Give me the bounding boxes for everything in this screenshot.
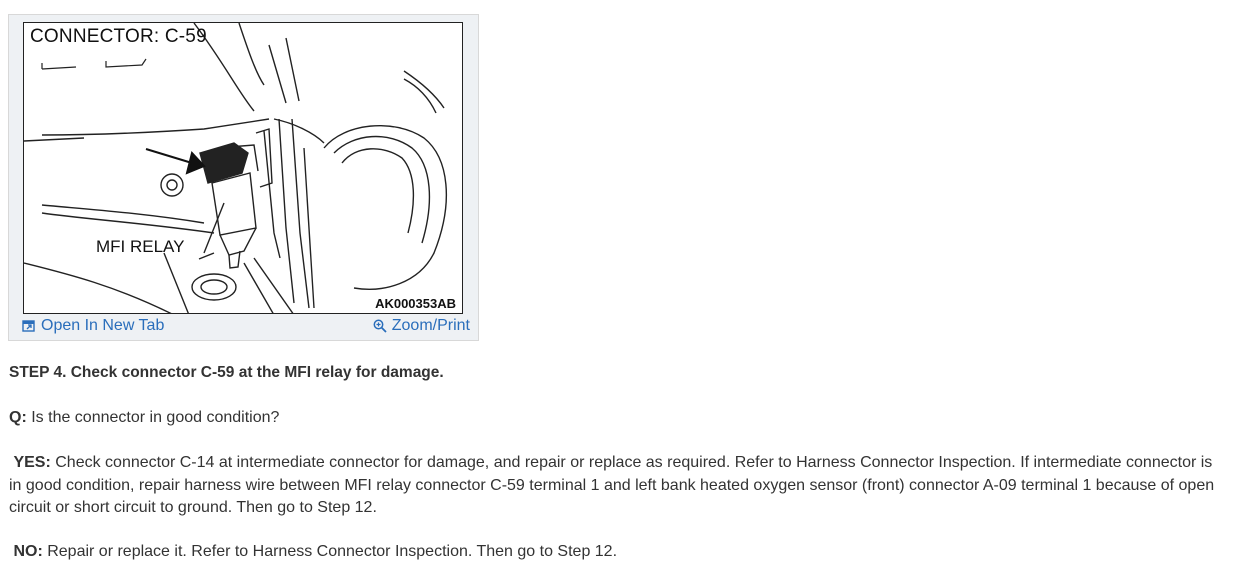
no-text: Repair or replace it. Refer to Harness Connector Inspection. Then go to Step 12. [42,543,618,560]
open-in-new-tab-link[interactable] [22,317,164,335]
open-in-new-tab-label: Open In New Tab [41,317,165,334]
question-paragraph [9,407,1226,430]
question-label: Q: [9,409,27,426]
no-label: NO: [13,543,43,560]
step-heading: STEP 4. Check connector C-59 at the MFI relay for damage. [9,364,444,381]
yes-paragraph [9,452,1226,520]
connector-illustration [24,23,463,314]
open-new-tab-icon [22,319,36,333]
zoom-print-link[interactable] [373,317,470,335]
figure-container [8,14,479,341]
zoom-icon [373,319,387,333]
no-paragraph [9,541,1226,564]
figure-toolbar [9,315,478,339]
figure-title: CONNECTOR: C-59 [30,26,207,47]
yes-text: Check connector C-14 at intermediate connector for damage, and repair or replace as required. Refer to Harness Connector Inspection. If intermediate connector is in good condition, repair harness wire between MFI relay connector C-59 terminal 1 and left bank heated oxygen sensor (front) connector A-09 terminal 1 because of open circuit or short circuit to ground. Then go to Step 12. [9,454,1215,516]
zoom-print-label: Zoom/Print [391,317,470,334]
mfi-relay-label: MFI RELAY [96,237,185,256]
connector-diagram [23,22,463,314]
yes-label: YES: [13,454,51,471]
question-text: Is the connector in good condition? [26,409,280,426]
figure-code: AK000353AB [375,296,456,311]
